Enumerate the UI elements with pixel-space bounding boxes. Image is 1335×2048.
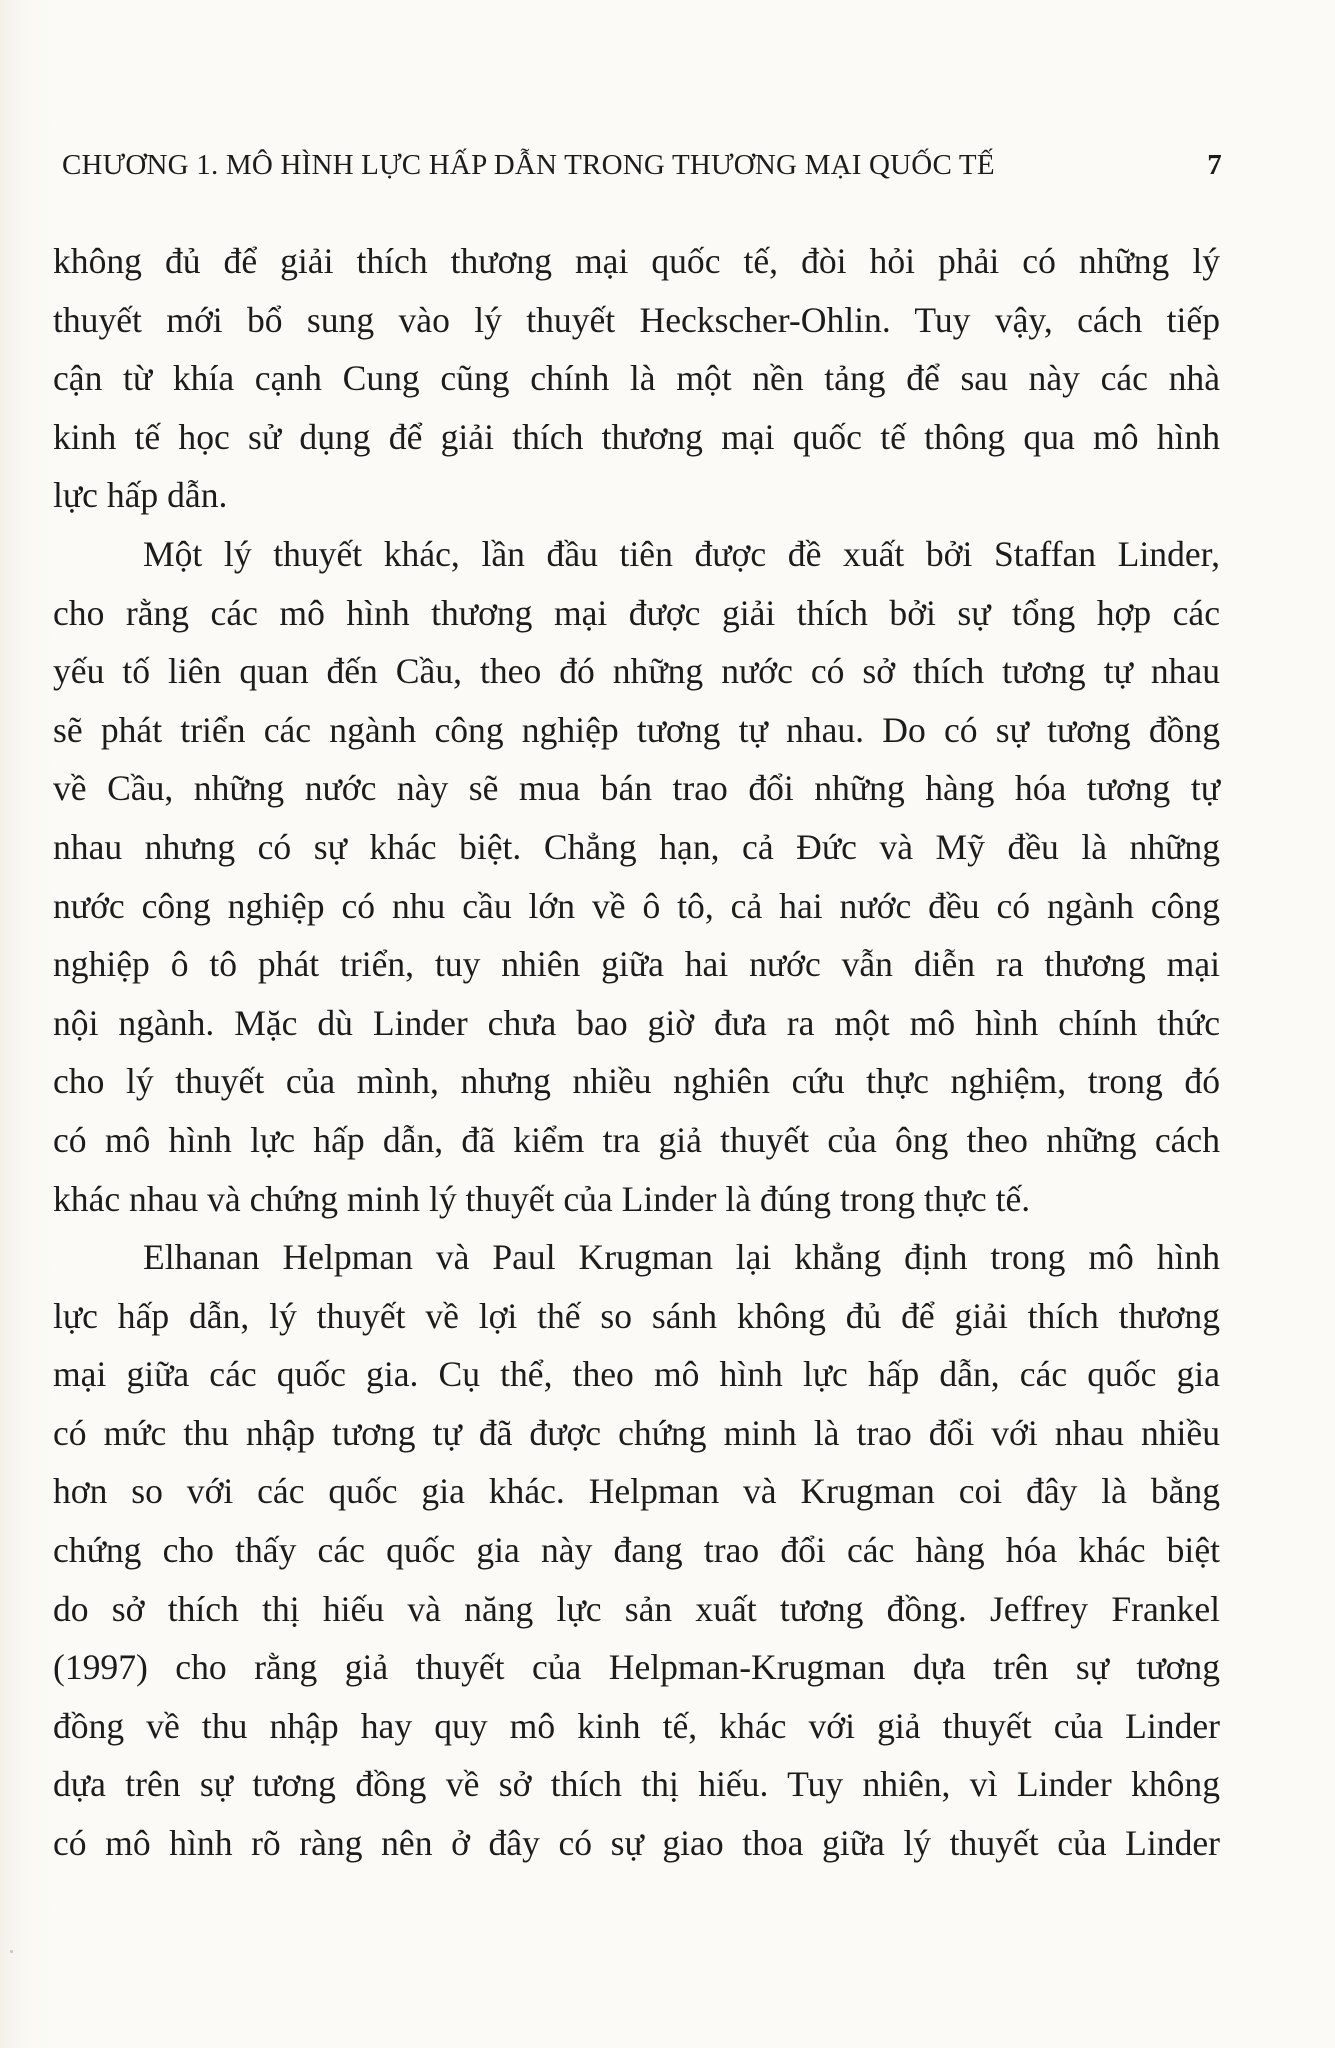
text-line: Elhanan Helpman và Paul Krugman lại khẳng định trong mô hình bbox=[143, 1237, 1220, 1278]
text-line: có mô hình lực hấp dẫn, đã kiểm tra giả thuyết của ông theo những cách bbox=[53, 1119, 1220, 1160]
text-line: cận từ khía cạnh Cung cũng chính là một nền tảng để sau này các nhà bbox=[53, 358, 1220, 399]
text-line: do sở thích thị hiếu và năng lực sản xuất tương đồng. Jeffrey Frankel bbox=[53, 1588, 1220, 1629]
text-line: chứng cho thấy các quốc gia này đang trao đổi các hàng hóa khác biệt bbox=[53, 1530, 1220, 1571]
paper-speck bbox=[10, 1950, 13, 1953]
text-line: hơn so với các quốc gia khác. Helpman và Krugman coi đây là bằng bbox=[53, 1471, 1220, 1512]
text-line: lực hấp dẫn, lý thuyết về lợi thế so sánh không đủ để giải thích thương bbox=[53, 1295, 1220, 1336]
text-line: khác nhau và chứng minh lý thuyết của Linder là đúng trong thực tế. bbox=[53, 1178, 1031, 1219]
text-line: đồng về thu nhập hay quy mô kinh tế, khác với giả thuyết của Linder bbox=[53, 1705, 1220, 1746]
text-line: nghiệp ô tô phát triển, tuy nhiên giữa hai nước vẫn diễn ra thương mại bbox=[53, 944, 1220, 985]
text-line: thuyết mới bổ sung vào lý thuyết Heckscher-Ohlin. Tuy vậy, cách tiếp bbox=[53, 299, 1220, 340]
text-line: yếu tố liên quan đến Cầu, theo đó những nước có sở thích tương tự nhau bbox=[53, 651, 1220, 692]
text-line: Một lý thuyết khác, lần đầu tiên được đề xuất bởi Staffan Linder, bbox=[143, 533, 1220, 574]
text-line: lực hấp dẫn. bbox=[53, 475, 228, 516]
text-line: mại giữa các quốc gia. Cụ thể, theo mô hình lực hấp dẫn, các quốc gia bbox=[53, 1354, 1220, 1395]
text-line: có mức thu nhập tương tự đã được chứng minh là trao đổi với nhau nhiều bbox=[53, 1412, 1220, 1453]
text-line: không đủ để giải thích thương mại quốc tế, đòi hỏi phải có những lý bbox=[53, 241, 1220, 281]
text-line: nội ngành. Mặc dù Linder chưa bao giờ đưa ra một mô hình chính thức bbox=[53, 1002, 1220, 1043]
text-line: cho lý thuyết của mình, nhưng nhiều nghiên cứu thực nghiệm, trong đó bbox=[53, 1061, 1220, 1102]
text-line: nước công nghiệp có nhu cầu lớn về ô tô, cả hai nước đều có ngành công bbox=[53, 885, 1220, 926]
text-line: kinh tế học sử dụng để giải thích thương mại quốc tế thông qua mô hình bbox=[53, 416, 1220, 457]
text-line: nhau nhưng có sự khác biệt. Chẳng hạn, cả Đức và Mỹ đều là những bbox=[53, 826, 1220, 867]
running-header bbox=[62, 140, 1222, 190]
page-number: 7 bbox=[1207, 149, 1222, 181]
text-line: (1997) cho rằng giả thuyết của Helpman-Krugman dựa trên sự tương bbox=[53, 1647, 1220, 1688]
chapter-title: CHƯƠNG 1. MÔ HÌNH LỰC HẤP DẪN TRONG THƯƠNG MẠI QUỐC TẾ bbox=[62, 149, 995, 181]
text-line: dựa trên sự tương đồng về sở thích thị hiếu. Tuy nhiên, vì Linder không bbox=[53, 1764, 1220, 1805]
body-text bbox=[53, 232, 1220, 1873]
text-line: có mô hình rõ ràng nên ở đây có sự giao thoa giữa lý thuyết của Linder bbox=[53, 1823, 1220, 1864]
text-line: về Cầu, những nước này sẽ mua bán trao đổi những hàng hóa tương tự bbox=[53, 768, 1220, 809]
text-line: sẽ phát triển các ngành công nghiệp tương tự nhau. Do có sự tương đồng bbox=[53, 709, 1220, 750]
text-line: cho rằng các mô hình thương mại được giải thích bởi sự tổng hợp các bbox=[53, 592, 1220, 633]
